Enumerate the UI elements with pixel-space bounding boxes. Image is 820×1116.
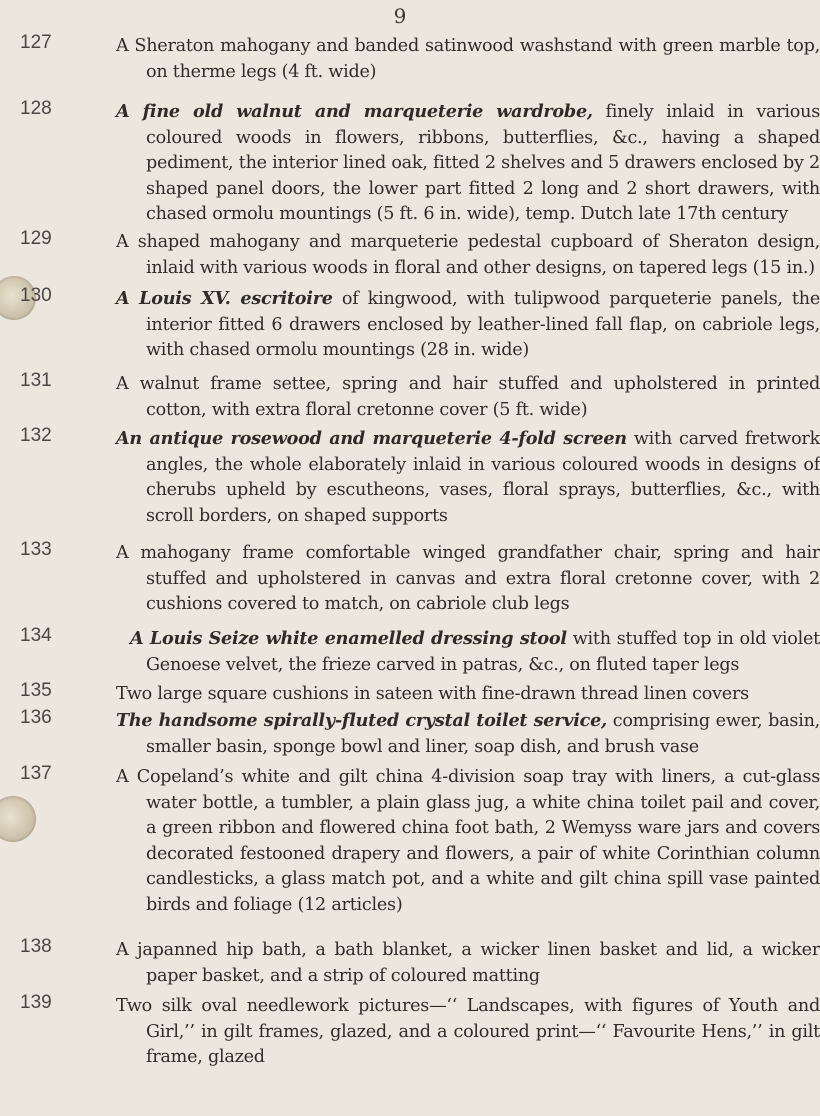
lot-detail: A mahogany frame comfortable winged grandfather chair, spring and hair stuffed and upholstered in canvas and extra floral cretonne cover, with 2 cushions covered to match, on cabriole club legs [116,543,820,614]
lot-description [116,99,820,228]
lot-number: 138 [20,936,52,957]
lot-description [116,626,820,678]
lot-number: 134 [20,625,52,646]
lot-detail: Two silk oval needlework pictures—‘‘ Landscapes, with figures of Youth and Girl,’’ in gilt frames, glazed, and a coloured print—‘‘ Favourite Hens,’’ in gilt frame, glazed [116,996,820,1067]
lot-heading: The handsome spirally-fluted crystal toilet service, [116,710,607,731]
lot-description [116,540,820,618]
lot-detail: with carved fretwork angles, the whole elaborately inlaid in various coloured woods in designs of cherubs upheld by escutheons, vases, floral sprays, butterflies, &c., with scroll borders, on shaped supports [146,429,820,526]
lot-number: 129 [20,228,52,249]
lot-description [116,708,820,760]
page-number: 9 [393,4,407,28]
lot-number: 128 [20,98,52,119]
lot-heading: A Louis XV. escritoire [116,288,333,309]
lot-description [116,937,820,989]
lot-description [116,371,820,423]
lot-number: 130 [20,285,52,306]
lot-number: 133 [20,539,52,560]
lot-detail: of kingwood, with tulipwood parqueterie panels, the interior fitted 6 drawers enclosed by leather-lined fall flap, on cabriole legs, with chased ormolu mountings (28 in. wide) [146,289,820,360]
lot-number: 136 [20,707,52,728]
lot-description [116,286,820,364]
lot-description [116,426,820,529]
lot-number: 127 [20,32,52,53]
lot-description [116,764,820,918]
lot-number: 131 [20,370,52,391]
lot-detail: A Sheraton mahogany and banded satinwood washstand with green marble top, on therme legs (4 ft. wide) [116,36,820,82]
lot-description [116,993,820,1071]
lot-number: 135 [20,680,52,701]
lot-heading: An antique rosewood and marqueterie 4-fold screen [116,428,627,449]
lot-heading: A Louis Seize white enamelled dressing stool [130,628,567,649]
lot-description [116,229,820,281]
lot-detail: Two large square cushions in sateen with fine-drawn thread linen covers [116,684,749,704]
lot-heading: A fine old walnut and marqueterie wardrobe, [116,101,593,122]
lot-description [116,681,820,708]
lot-detail: A japanned hip bath, a bath blanket, a wicker linen basket and lid, a wicker paper basket, and a strip of coloured matting [116,940,820,986]
lot-detail: A walnut frame settee, spring and hair stuffed and upholstered in printed cotton, with extra floral cretonne cover (5 ft. wide) [116,374,820,420]
lot-detail: A Copeland’s white and gilt china 4-division soap tray with liners, a cut-glass water bottle, a tumbler, a plain glass jug, a white china toilet pail and cover, a green ribbon and flowered china foot bath, 2 Wemyss ware jars and covers decorated festooned drapery and flowers, a pair of white Corinthian column candlesticks, a glass match pot, and a white and gilt china spill vase painted birds and foliage (12 articles) [116,767,820,915]
lot-number: 137 [20,763,52,784]
lot-number: 139 [20,992,52,1013]
lot-detail: A shaped mahogany and marqueterie pedestal cupboard of Sheraton design, inlaid with various woods in floral and other designs, on tapered legs (15 in.) [116,232,820,278]
lot-detail: comprising ewer, basin, smaller basin, sponge bowl and liner, soap dish, and brush vase [146,711,820,757]
lot-description [116,33,820,85]
lot-detail: finely inlaid in various coloured woods in flowers, ribbons, butterflies, &c., having a shaped pediment, the interior lined oak, fitted 2 shelves and 5 drawers enclosed by 2 shaped panel doors, the lower part fitted 2 long and 2 short drawers, with chased ormolu mountings (5 ft. 6 in. wide), temp. Dutch late 17th century [146,102,820,224]
lot-detail: with stuffed top in old violet Genoese velvet, the frieze carved in patras, &c., on fluted taper legs [146,629,820,675]
lot-number: 132 [20,425,52,446]
